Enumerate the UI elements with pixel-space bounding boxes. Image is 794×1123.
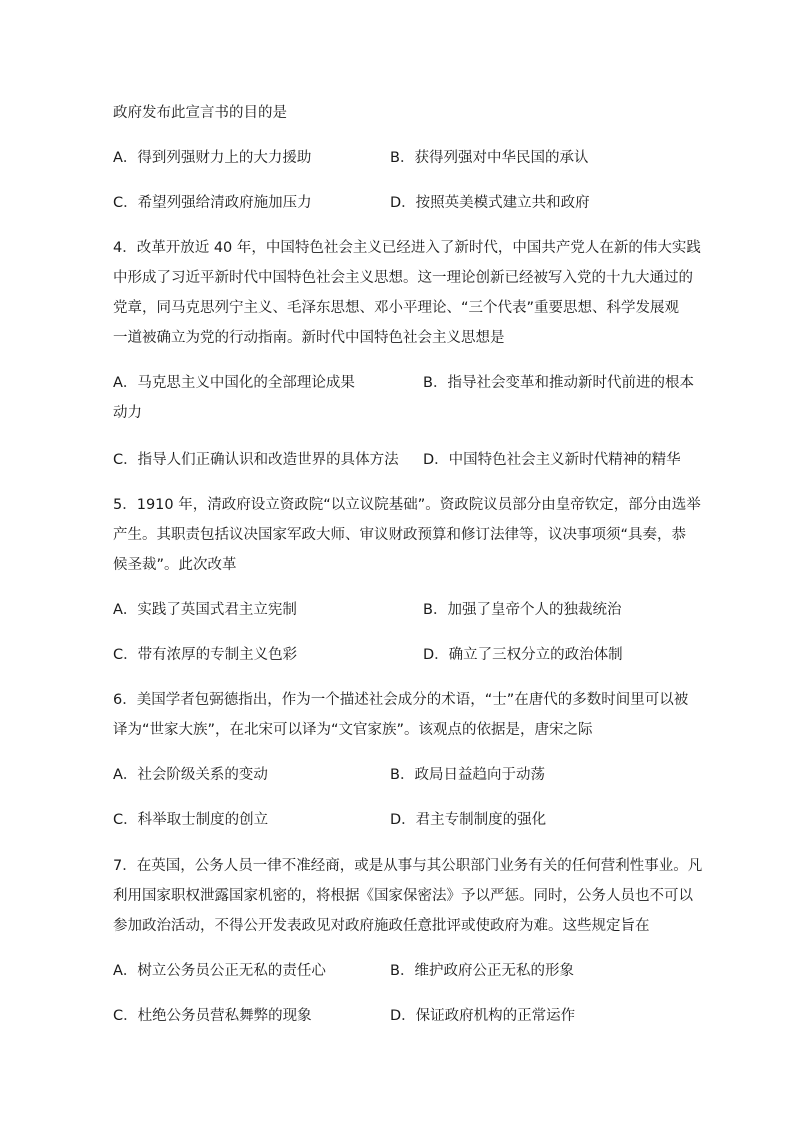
q3-option-a: A．得到列强财力上的大力援助 bbox=[113, 150, 312, 166]
q5-option-b: B．加强了皇帝个人的独裁统治 bbox=[423, 602, 622, 618]
q6-stem-line-2: 译为“世家大族”，在北宋可以译为“文官家族”。该观点的依据是，唐宋之际 bbox=[113, 722, 593, 738]
q6-option-a: A．社会阶级关系的变动 bbox=[113, 767, 268, 783]
q6-option-c: C．科举取士制度的创立 bbox=[113, 812, 269, 828]
q5-stem-line-1: 5．1910 年，清政府设立资政院“以立议院基础”。资政院议员部分由皇帝钦定，部分由选举 bbox=[113, 497, 701, 513]
q7-stem-line-3: 参加政治活动，不得公开发表政见对政府施政任意批评或使政府为难。这些规定旨在 bbox=[113, 918, 650, 934]
q5-option-d: D．确立了三权分立的政治体制 bbox=[423, 647, 623, 663]
q3-stem-tail: 政府发布此宣言书的目的是 bbox=[113, 105, 287, 121]
q6-stem-line-1: 6．美国学者包弼德指出，作为一个描述社会成分的术语，“士”在唐代的多数时间里可以被 bbox=[113, 692, 689, 708]
q4-option-c: C．指导人们正确认识和改造世界的具体方法 bbox=[113, 452, 399, 468]
q7-stem-line-1: 7．在英国，公务人员一律不准经商，或是从事与其公职部门业务有关的任何营利性事业。凡 bbox=[113, 858, 703, 874]
q6-option-b: B．政局日益趋向于动荡 bbox=[390, 767, 545, 783]
q3-option-d: D．按照英美模式建立共和政府 bbox=[390, 195, 590, 211]
q7-option-d: D．保证政府机构的正常运作 bbox=[390, 1008, 576, 1024]
q4-option-d: D．中国特色社会主义新时代精神的精华 bbox=[423, 452, 681, 468]
q4-stem-line-2: 中形成了习近平新时代中国特色社会主义思想。这一理论创新已经被写入党的十九大通过的 bbox=[113, 270, 693, 286]
q4-stem-line-1: 4．改革开放近 40 年，中国特色社会主义已经进入了新时代，中国共产党人在新的伟大实践 bbox=[113, 240, 701, 256]
q5-option-a: A．实践了英国式君主立宪制 bbox=[113, 602, 297, 618]
q5-option-c: C．带有浓厚的专制主义色彩 bbox=[113, 647, 298, 663]
q3-option-b: B．获得列强对中华民国的承认 bbox=[390, 150, 589, 166]
q7-option-a: A．树立公务员公正无私的责任心 bbox=[113, 963, 326, 979]
q7-option-c: C．杜绝公务员营私舞弊的现象 bbox=[113, 1008, 312, 1024]
q5-stem-line-3: 候圣裁”。此次改革 bbox=[113, 557, 237, 573]
q4-stem-line-4: 一道被确立为党的行动指南。新时代中国特色社会主义思想是 bbox=[113, 330, 505, 346]
q6-option-d: D．君主专制制度的强化 bbox=[390, 812, 547, 828]
q7-stem-line-2: 利用国家职权泄露国家机密的，将根据《国家保密法》予以严惩。同时，公务人员也不可以 bbox=[113, 888, 693, 904]
q4-option-b: B．指导社会变革和推动新时代前进的根本 bbox=[423, 375, 694, 391]
q5-stem-line-2: 产生。其职责包括议决国家军政大师、审议财政预算和修订法律等，议决事项须“具奏，恭 bbox=[113, 527, 687, 543]
q4-option-b-continued: 动力 bbox=[113, 405, 142, 421]
q3-option-c: C．希望列强给清政府施加压力 bbox=[113, 195, 312, 211]
q7-option-b: B．维护政府公正无私的形象 bbox=[390, 963, 574, 979]
q4-option-a: A．马克思主义中国化的全部理论成果 bbox=[113, 375, 355, 391]
q4-stem-line-3: 党章，同马克思列宁主义、毛泽东思想、邓小平理论、“三个代表”重要思想、科学发展观 bbox=[113, 300, 680, 316]
